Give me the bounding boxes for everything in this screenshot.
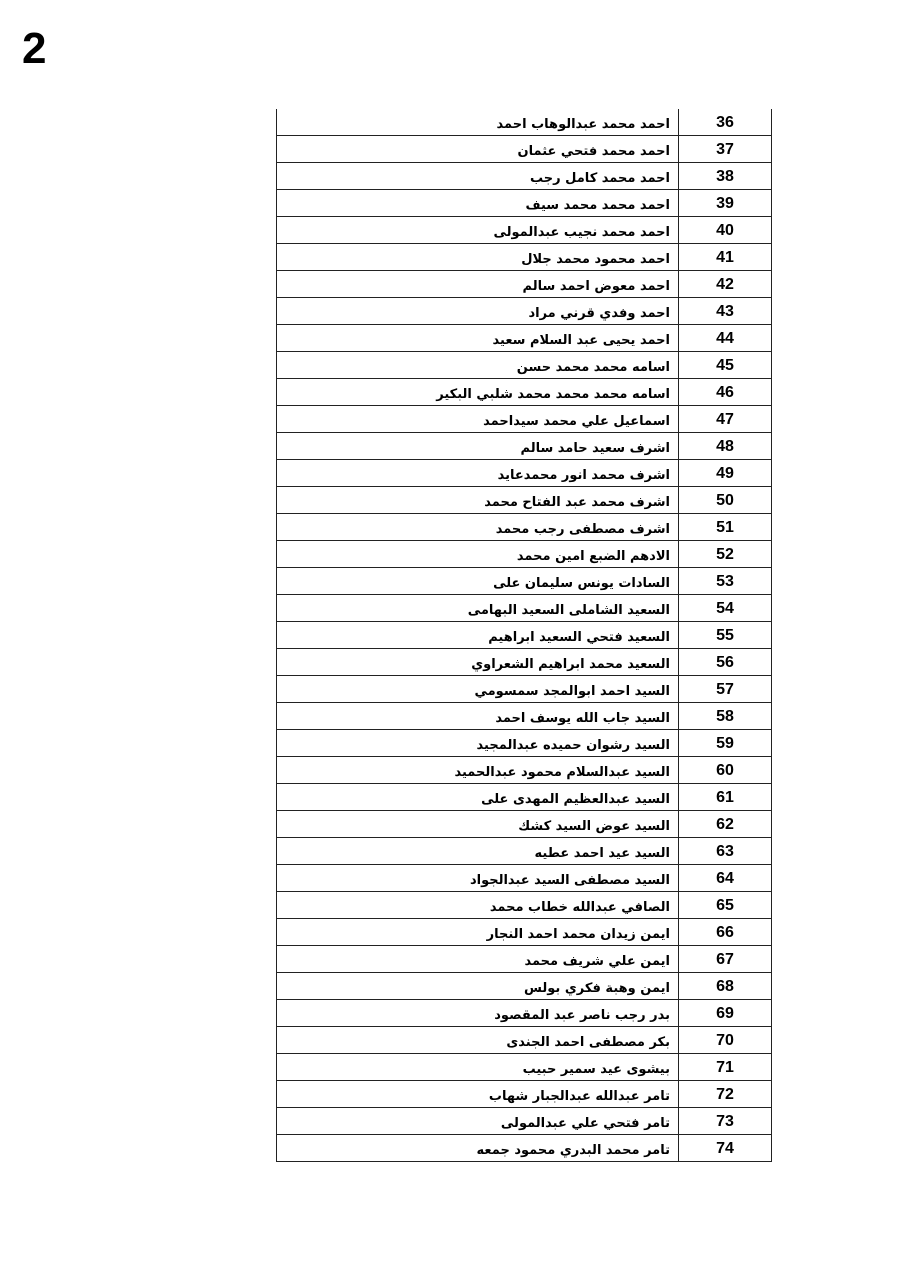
table-row xyxy=(277,838,772,865)
person-name: السيد عيد احمد عطيه xyxy=(534,846,670,861)
row-number: 49 xyxy=(716,465,734,482)
row-number: 71 xyxy=(716,1059,734,1076)
table-row xyxy=(277,1081,772,1108)
table-row xyxy=(277,811,772,838)
row-number: 60 xyxy=(716,762,734,779)
number-cell xyxy=(679,352,772,379)
table-row xyxy=(277,433,772,460)
table-row xyxy=(277,1000,772,1027)
names-table-body xyxy=(277,109,772,1162)
name-cell xyxy=(277,973,679,1000)
person-name: السعيد فتحي السعيد ابراهيم xyxy=(488,630,670,645)
row-number: 70 xyxy=(716,1032,734,1049)
row-number: 66 xyxy=(716,924,734,941)
row-number: 45 xyxy=(716,357,734,374)
person-name: اشرف محمد انور محمدعايد xyxy=(497,468,670,483)
table-row xyxy=(277,919,772,946)
name-cell xyxy=(277,163,679,190)
row-number: 56 xyxy=(716,654,734,671)
name-cell xyxy=(277,460,679,487)
names-table xyxy=(276,109,772,1162)
number-cell xyxy=(679,1081,772,1108)
name-cell xyxy=(277,325,679,352)
number-cell xyxy=(679,730,772,757)
number-cell xyxy=(679,487,772,514)
number-cell xyxy=(679,865,772,892)
table-row xyxy=(277,271,772,298)
person-name: احمد محمد عبدالوهاب احمد xyxy=(496,117,670,132)
row-number: 63 xyxy=(716,843,734,860)
person-name: تامر عبدالله عبدالجبار شهاب xyxy=(488,1089,670,1104)
number-cell xyxy=(679,919,772,946)
name-cell xyxy=(277,298,679,325)
person-name: احمد محمد محمد سيف xyxy=(525,198,670,213)
row-number: 51 xyxy=(716,519,734,536)
person-name: بدر رجب ناصر عبد المقصود xyxy=(494,1008,670,1023)
number-cell xyxy=(679,109,772,136)
row-number: 48 xyxy=(716,438,734,455)
table-row xyxy=(277,649,772,676)
table-row xyxy=(277,703,772,730)
row-number: 41 xyxy=(716,249,734,266)
name-cell xyxy=(277,838,679,865)
row-number: 65 xyxy=(716,897,734,914)
table-row xyxy=(277,595,772,622)
name-cell xyxy=(277,568,679,595)
table-row xyxy=(277,865,772,892)
number-cell xyxy=(679,784,772,811)
person-name: بيشوى عيد سمير حبيب xyxy=(522,1062,670,1077)
person-name: ايمن علي شريف محمد xyxy=(524,954,670,969)
name-cell xyxy=(277,136,679,163)
person-name: السيد احمد ابوالمجد سمسومي xyxy=(474,684,670,699)
name-cell xyxy=(277,757,679,784)
name-cell xyxy=(277,541,679,568)
table-row xyxy=(277,217,772,244)
row-number: 72 xyxy=(716,1086,734,1103)
number-cell xyxy=(679,757,772,784)
name-cell xyxy=(277,730,679,757)
name-cell xyxy=(277,595,679,622)
row-number: 68 xyxy=(716,978,734,995)
number-cell xyxy=(679,514,772,541)
page-number: 2 xyxy=(22,24,47,73)
number-cell xyxy=(679,541,772,568)
person-name: اشرف مصطفى رجب محمد xyxy=(495,522,670,537)
number-cell xyxy=(679,676,772,703)
person-name: السيد جاب الله يوسف احمد xyxy=(495,711,670,726)
row-number: 38 xyxy=(716,168,734,185)
number-cell xyxy=(679,1000,772,1027)
person-name: السعيد محمد ابراهيم الشعراوي xyxy=(471,657,670,672)
name-cell xyxy=(277,1000,679,1027)
person-name: ايمن وهبة فكري بولس xyxy=(524,981,670,996)
name-cell xyxy=(277,190,679,217)
name-cell xyxy=(277,352,679,379)
number-cell xyxy=(679,379,772,406)
table-row xyxy=(277,1108,772,1135)
name-cell xyxy=(277,676,679,703)
number-cell xyxy=(679,460,772,487)
number-cell xyxy=(679,973,772,1000)
name-cell xyxy=(277,379,679,406)
table-row xyxy=(277,568,772,595)
name-cell xyxy=(277,109,679,136)
row-number: 36 xyxy=(716,114,734,131)
table-row xyxy=(277,1027,772,1054)
table-row xyxy=(277,163,772,190)
number-cell xyxy=(679,217,772,244)
person-name: احمد وفدي قرني مراد xyxy=(528,306,670,321)
number-cell xyxy=(679,568,772,595)
row-number: 62 xyxy=(716,816,734,833)
table-row xyxy=(277,352,772,379)
name-cell xyxy=(277,487,679,514)
table-row xyxy=(277,190,772,217)
table-row xyxy=(277,298,772,325)
row-number: 64 xyxy=(716,870,734,887)
person-name: السادات يونس سليمان على xyxy=(493,576,670,591)
person-name: احمد محمد فتحي عثمان xyxy=(517,144,670,159)
row-number: 58 xyxy=(716,708,734,725)
number-cell xyxy=(679,325,772,352)
table-row xyxy=(277,325,772,352)
table-row xyxy=(277,136,772,163)
name-cell xyxy=(277,1108,679,1135)
person-name: احمد محمد كامل رجب xyxy=(530,171,670,186)
name-cell xyxy=(277,271,679,298)
table-row xyxy=(277,730,772,757)
table-row xyxy=(277,487,772,514)
row-number: 59 xyxy=(716,735,734,752)
row-number: 61 xyxy=(716,789,734,806)
table-row xyxy=(277,541,772,568)
name-cell xyxy=(277,703,679,730)
number-cell xyxy=(679,892,772,919)
person-name: اشرف سعيد حامد سالم xyxy=(520,441,670,456)
row-number: 54 xyxy=(716,600,734,617)
person-name: احمد محمود محمد جلال xyxy=(521,252,670,267)
table-row xyxy=(277,460,772,487)
row-number: 74 xyxy=(716,1140,734,1157)
number-cell xyxy=(679,703,772,730)
row-number: 43 xyxy=(716,303,734,320)
name-cell xyxy=(277,946,679,973)
table-row xyxy=(277,946,772,973)
row-number: 57 xyxy=(716,681,734,698)
name-cell xyxy=(277,865,679,892)
row-number: 40 xyxy=(716,222,734,239)
number-cell xyxy=(679,298,772,325)
name-cell xyxy=(277,892,679,919)
person-name: تامر فتحي علي عبدالمولى xyxy=(500,1116,670,1131)
row-number: 50 xyxy=(716,492,734,509)
table-row xyxy=(277,406,772,433)
name-cell xyxy=(277,514,679,541)
number-cell xyxy=(679,622,772,649)
row-number: 53 xyxy=(716,573,734,590)
name-cell xyxy=(277,1081,679,1108)
number-cell xyxy=(679,1108,772,1135)
table-row xyxy=(277,622,772,649)
table-row xyxy=(277,514,772,541)
number-cell xyxy=(679,190,772,217)
row-number: 44 xyxy=(716,330,734,347)
name-cell xyxy=(277,1027,679,1054)
person-name: السيد رشوان حميده عبدالمجيد xyxy=(476,738,670,753)
name-cell xyxy=(277,649,679,676)
row-number: 73 xyxy=(716,1113,734,1130)
person-name: بكر مصطفى احمد الجندى xyxy=(506,1035,670,1050)
table-row xyxy=(277,676,772,703)
person-name: احمد محمد نجيب عبدالمولى xyxy=(493,225,670,240)
number-cell xyxy=(679,838,772,865)
number-cell xyxy=(679,136,772,163)
table-row xyxy=(277,109,772,136)
number-cell xyxy=(679,433,772,460)
person-name: اشرف محمد عبد الفتاح محمد xyxy=(484,495,670,510)
person-name: اسامه محمد محمد محمد شلبي البكير xyxy=(436,387,670,402)
table-row xyxy=(277,757,772,784)
person-name: اسامه محمد محمد حسن xyxy=(516,360,670,375)
number-cell xyxy=(679,649,772,676)
name-cell xyxy=(277,622,679,649)
number-cell xyxy=(679,406,772,433)
name-cell xyxy=(277,433,679,460)
table-row xyxy=(277,973,772,1000)
row-number: 39 xyxy=(716,195,734,212)
person-name: السيد عوض السيد كشك xyxy=(518,819,670,834)
name-cell xyxy=(277,919,679,946)
name-cell xyxy=(277,406,679,433)
person-name: السيد عبدالعظيم المهدى على xyxy=(481,792,670,807)
number-cell xyxy=(679,244,772,271)
row-number: 69 xyxy=(716,1005,734,1022)
row-number: 42 xyxy=(716,276,734,293)
row-number: 67 xyxy=(716,951,734,968)
number-cell xyxy=(679,946,772,973)
table-row xyxy=(277,784,772,811)
name-cell xyxy=(277,784,679,811)
number-cell xyxy=(679,271,772,298)
table-row xyxy=(277,244,772,271)
number-cell xyxy=(679,595,772,622)
number-cell xyxy=(679,163,772,190)
table-row xyxy=(277,379,772,406)
table-row xyxy=(277,1054,772,1081)
number-cell xyxy=(679,1027,772,1054)
row-number: 52 xyxy=(716,546,734,563)
name-cell xyxy=(277,811,679,838)
table-row xyxy=(277,892,772,919)
person-name: الصافي عبدالله خطاب محمد xyxy=(489,900,670,915)
person-name: احمد يحيى عبد السلام سعيد xyxy=(492,333,670,348)
person-name: الادهم الضبع امين محمد xyxy=(516,549,670,564)
person-name: السعيد الشاملى السعيد البهامى xyxy=(467,603,670,618)
number-cell xyxy=(679,1054,772,1081)
row-number: 37 xyxy=(716,141,734,158)
name-cell xyxy=(277,1054,679,1081)
row-number: 55 xyxy=(716,627,734,644)
person-name: السيد مصطفى السيد عبدالجواد xyxy=(469,873,670,888)
person-name: ايمن زيدان محمد احمد النجار xyxy=(486,927,670,942)
person-name: اسماعيل علي محمد سيداحمد xyxy=(483,414,670,429)
name-cell xyxy=(277,1135,679,1162)
name-cell xyxy=(277,244,679,271)
person-name: تامر محمد البدري محمود جمعه xyxy=(476,1143,670,1158)
name-cell xyxy=(277,217,679,244)
number-cell xyxy=(679,1135,772,1162)
row-number: 47 xyxy=(716,411,734,428)
row-number: 46 xyxy=(716,384,734,401)
person-name: السيد عبدالسلام محمود عبدالحميد xyxy=(454,765,670,780)
table-row xyxy=(277,1135,772,1162)
number-cell xyxy=(679,811,772,838)
person-name: احمد معوض احمد سالم xyxy=(522,279,670,294)
